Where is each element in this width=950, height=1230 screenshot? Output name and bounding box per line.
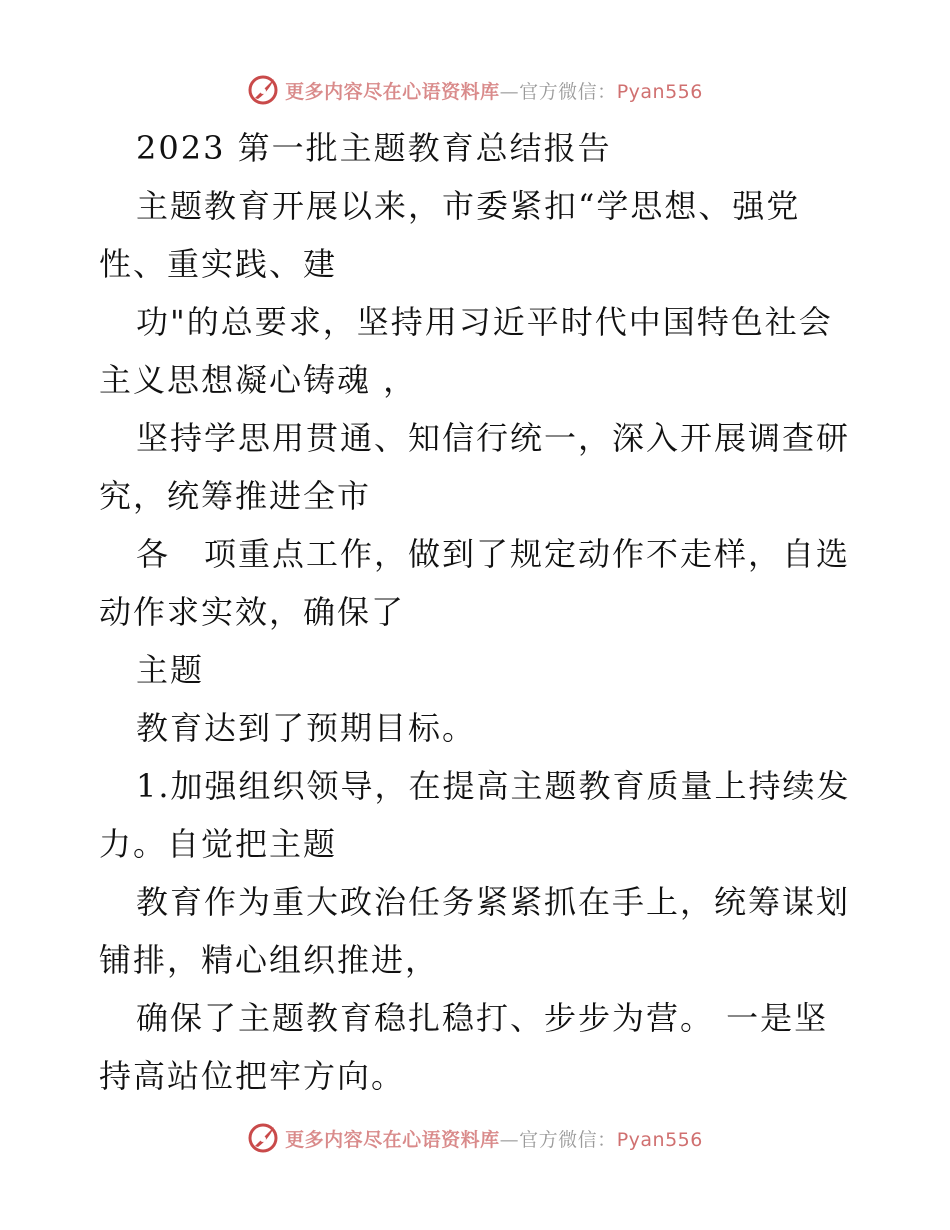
text-line: 主题 xyxy=(136,651,205,689)
quill-logo-icon xyxy=(247,1122,279,1154)
text-line: 铺排，精心组织推进， xyxy=(99,941,440,979)
footer-watermark xyxy=(0,1118,950,1158)
watermark-id: Pyan556 xyxy=(616,80,703,103)
watermark-dash: — xyxy=(499,80,520,103)
text-line: 持高站位把牢方向。 xyxy=(99,1057,406,1095)
text-line: 力。自觉把主题 xyxy=(99,825,338,863)
text-line: 教育作为重大政治任务紧紧抓在手上，统筹谋划 xyxy=(136,883,851,921)
watermark-sub-text: 官方微信： xyxy=(519,80,617,103)
section-heading-line: 1.加强组织领导，在提高主题教育质量上持续发 xyxy=(136,767,851,805)
quill-logo-icon xyxy=(247,74,279,106)
text-line: 动作求实效，确保了 xyxy=(99,593,406,631)
text-line: 主义思想凝心铸魂 ， xyxy=(99,361,418,399)
watermark-main-text: 更多内容尽在心语资料库 xyxy=(285,1128,500,1151)
text-line: 究，统筹推进全市 xyxy=(99,477,372,515)
text-line: 教育达到了预期目标。 xyxy=(136,709,477,747)
text-line: 功"的总要求，坚持用习近平时代中国特色社会 xyxy=(136,303,833,341)
watermark-id: Pyan556 xyxy=(616,1128,703,1151)
watermark-main-text: 更多内容尽在心语资料库 xyxy=(285,80,500,103)
header-watermark xyxy=(0,70,950,110)
watermark-dash: — xyxy=(499,1128,520,1151)
text-line: 主题教育开展以来，市委紧扣“学思想、强党 xyxy=(136,187,801,225)
text-line: 确保了主题教育稳扎稳打、步步为营。 一是坚 xyxy=(136,999,829,1037)
watermark-sub-text: 官方微信： xyxy=(519,1128,617,1151)
text-line: 性、重实践、建 xyxy=(99,245,338,283)
text-line: 坚持学思用贯通、知信行统一，深入开展调查研 xyxy=(136,419,851,457)
document-title: 2023 第一批主题教育总结报告 xyxy=(136,129,612,167)
text-line: 各 项重点工作，做到了规定动作不走样，自选 xyxy=(136,535,851,573)
